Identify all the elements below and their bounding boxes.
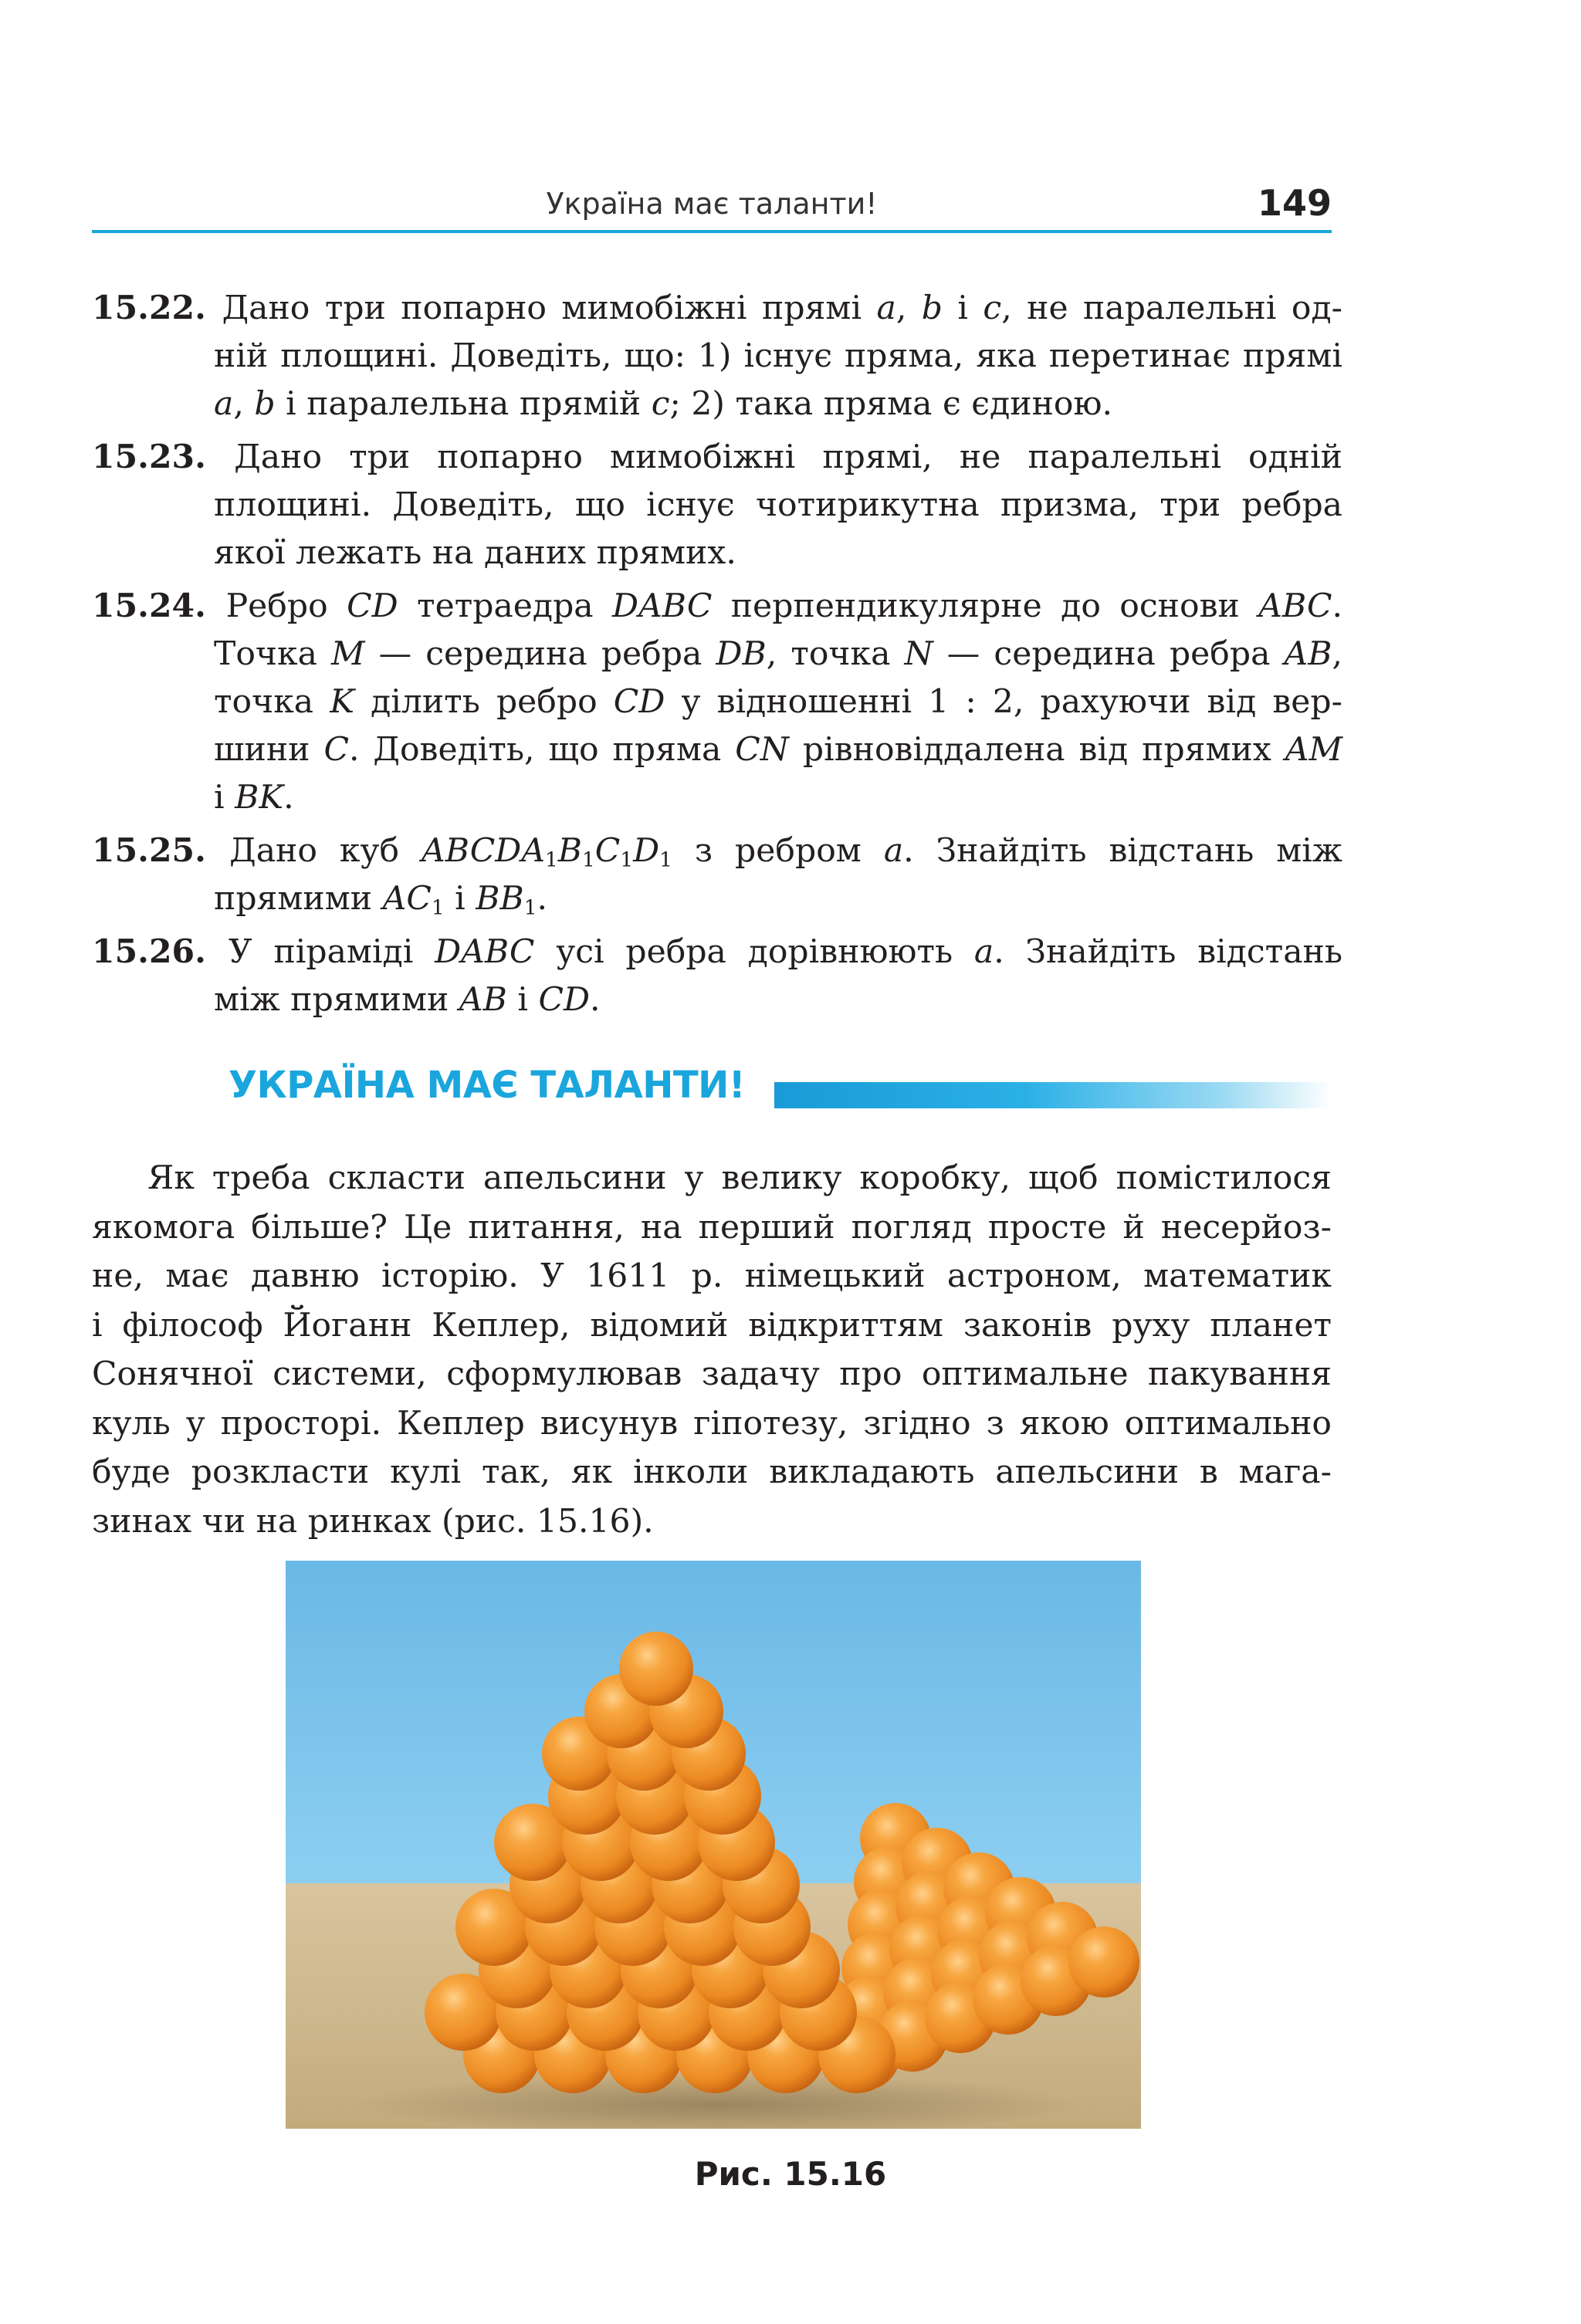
problem-line: прямими $AC_1$ і $BB_1$. — [214, 880, 547, 920]
problem-line: 15.25. Дано куб $ABCDA_1B_1C_1D_1$ з ребром a. Знайдіть відстань між — [92, 831, 1342, 872]
problem-line: 15.26. У піраміді DABC усі ребра дорівнюють a. Знайдіть відстань — [92, 932, 1343, 971]
running-header — [92, 181, 1332, 233]
body-line: Як треба скласти апельсини у велику коробку, щоб помістилося — [147, 1159, 1332, 1197]
heading-gradient-bar — [774, 1082, 1332, 1108]
figure-caption: Рис. 15.16 — [694, 2155, 887, 2193]
section-body — [92, 1154, 1332, 1546]
body-line: куль у просторі. Кеплер висунув гіпотезу, згідно з якою оптимально — [92, 1404, 1332, 1443]
problem-number: 15.26. — [92, 932, 229, 971]
problem-15.24 — [92, 582, 1342, 822]
body-line: якомога більше? Це питання, на перший погляд просте й несерйоз- — [92, 1208, 1332, 1247]
problem-line: ній площині. Доведіть, що: 1) існує пряма, яка перетинає прямі — [214, 337, 1342, 375]
orange-pyramid-illustration — [286, 1561, 1141, 2129]
problem-number: 15.23. — [92, 438, 235, 476]
running-title: Україна має таланти! — [546, 187, 878, 221]
body-line: і філософ Йоганн Кеплер, відомий відкриттям законів руху планет — [92, 1306, 1332, 1345]
problem-15.25 — [92, 827, 1342, 923]
problem-line: якої лежать на даних прямих. — [214, 534, 736, 572]
problem-line: шини C. Доведіть, що пряма CN рівновіддалена від прямих AM — [214, 731, 1342, 769]
figure-orange-pyramid — [286, 1561, 1141, 2129]
problem-line: 15.23. Дано три попарно мимобіжні прямі, не паралельні одній — [92, 438, 1342, 476]
problem-15.26 — [92, 928, 1342, 1024]
body-line: не, має давню історію. У 1611 р. німецький астроном, математик — [92, 1257, 1332, 1295]
problem-list — [92, 284, 1342, 1029]
problem-line: точка K ділить ребро CD у відношенні 1 : 2, рахуючи від вер- — [214, 683, 1342, 721]
problem-line: 15.24. Ребро CD тетраедра DABC перпендикулярне до основи ABC. — [92, 587, 1342, 625]
problem-line: 15.22. Дано три попарно мимобіжні прямі a, b і c, не паралельні од- — [92, 289, 1342, 327]
problem-line: Точка M — середина ребра DB, точка N — середина ребра AB, — [214, 635, 1342, 673]
body-line: буде розкласти кулі так, як інколи викладають апельсини в мага- — [92, 1453, 1332, 1491]
problem-line: і BK. — [214, 779, 294, 817]
problem-number: 15.24. — [92, 587, 226, 625]
orange — [1068, 1927, 1139, 1998]
section-heading: УКРАЇНА МАЄ ТАЛАНТИ! — [229, 1064, 746, 1107]
body-line: Сонячної системи, сформулював задачу про оптимальне пакування — [92, 1355, 1332, 1393]
problem-15.22 — [92, 284, 1342, 428]
problem-line: площині. Доведіть, що існує чотирикутна призма, три ребра — [214, 486, 1342, 524]
problem-15.23 — [92, 433, 1342, 577]
problem-number: 15.25. — [92, 831, 230, 870]
page-number: 149 — [1257, 182, 1332, 224]
problem-line: a, b і паралельна прямій c; 2) така пряма є єдиною. — [214, 385, 1113, 423]
problem-line: між прямими AB і CD. — [214, 981, 601, 1019]
orange — [619, 1632, 693, 1706]
problem-number: 15.22. — [92, 289, 222, 327]
body-line: зинах чи на ринках (рис. 15.16). — [92, 1502, 654, 1541]
